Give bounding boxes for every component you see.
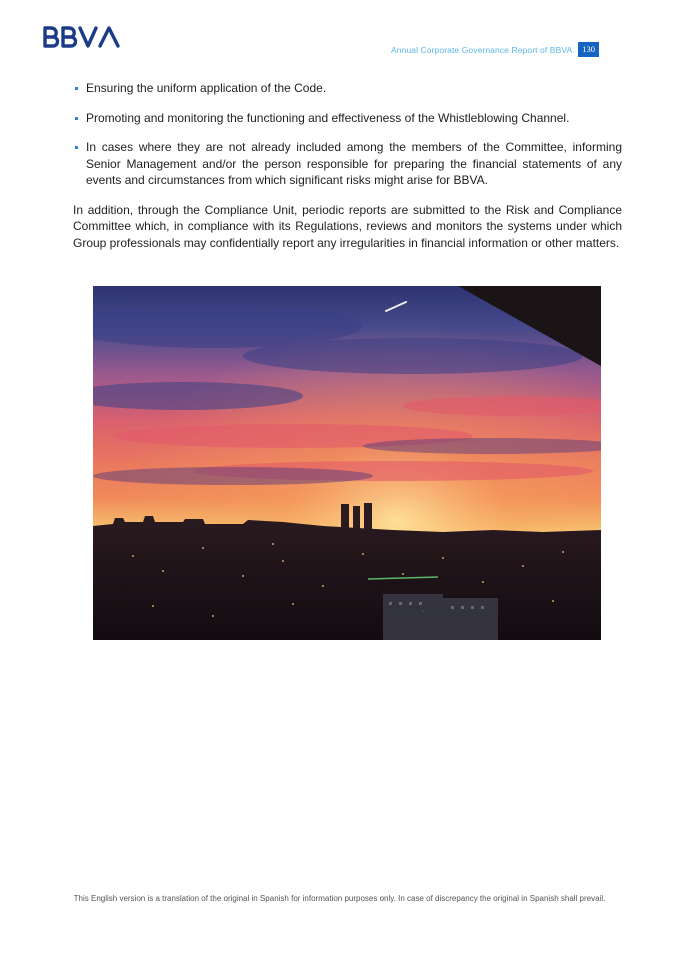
footer-disclaimer: This English version is a translation of the original in Spanish for information purposes only. In case of discrepancy the original in Spanish shall prevail.	[73, 894, 606, 903]
bullet-item	[73, 110, 622, 127]
page-number-badge: 130	[578, 42, 599, 57]
bullet-text: Promoting and monitoring the functioning and effectiveness of the Whistleblowing Channel.	[86, 110, 570, 125]
bullet-item	[73, 80, 622, 97]
page-header	[391, 42, 599, 57]
bullet-icon	[75, 87, 78, 90]
bullet-icon	[75, 117, 78, 120]
main-content	[73, 80, 622, 251]
bbva-logo	[43, 26, 123, 48]
bullet-list	[73, 80, 622, 189]
bullet-text: In cases where they are not already included among the members of the Committee, informing Senior Management and/or the person responsible for preparing the financial statements of any events and circumstances from which significant risks might arise for BBVA.	[86, 140, 622, 187]
bullet-text: Ensuring the uniform application of the Code.	[86, 81, 327, 95]
report-title: Annual Corporate Governance Report of BBVA	[391, 44, 573, 55]
sunset-city-photo	[93, 286, 601, 640]
body-paragraph: In addition, through the Compliance Unit, periodic reports are submitted to the Risk and Compliance Committee which, in compliance with its Regulations, reviews and monitors the systems under which Group professionals may confidentially report any irregularities in financial information or other matters.	[73, 202, 622, 250]
bullet-icon	[75, 146, 78, 149]
bullet-item	[73, 139, 622, 189]
